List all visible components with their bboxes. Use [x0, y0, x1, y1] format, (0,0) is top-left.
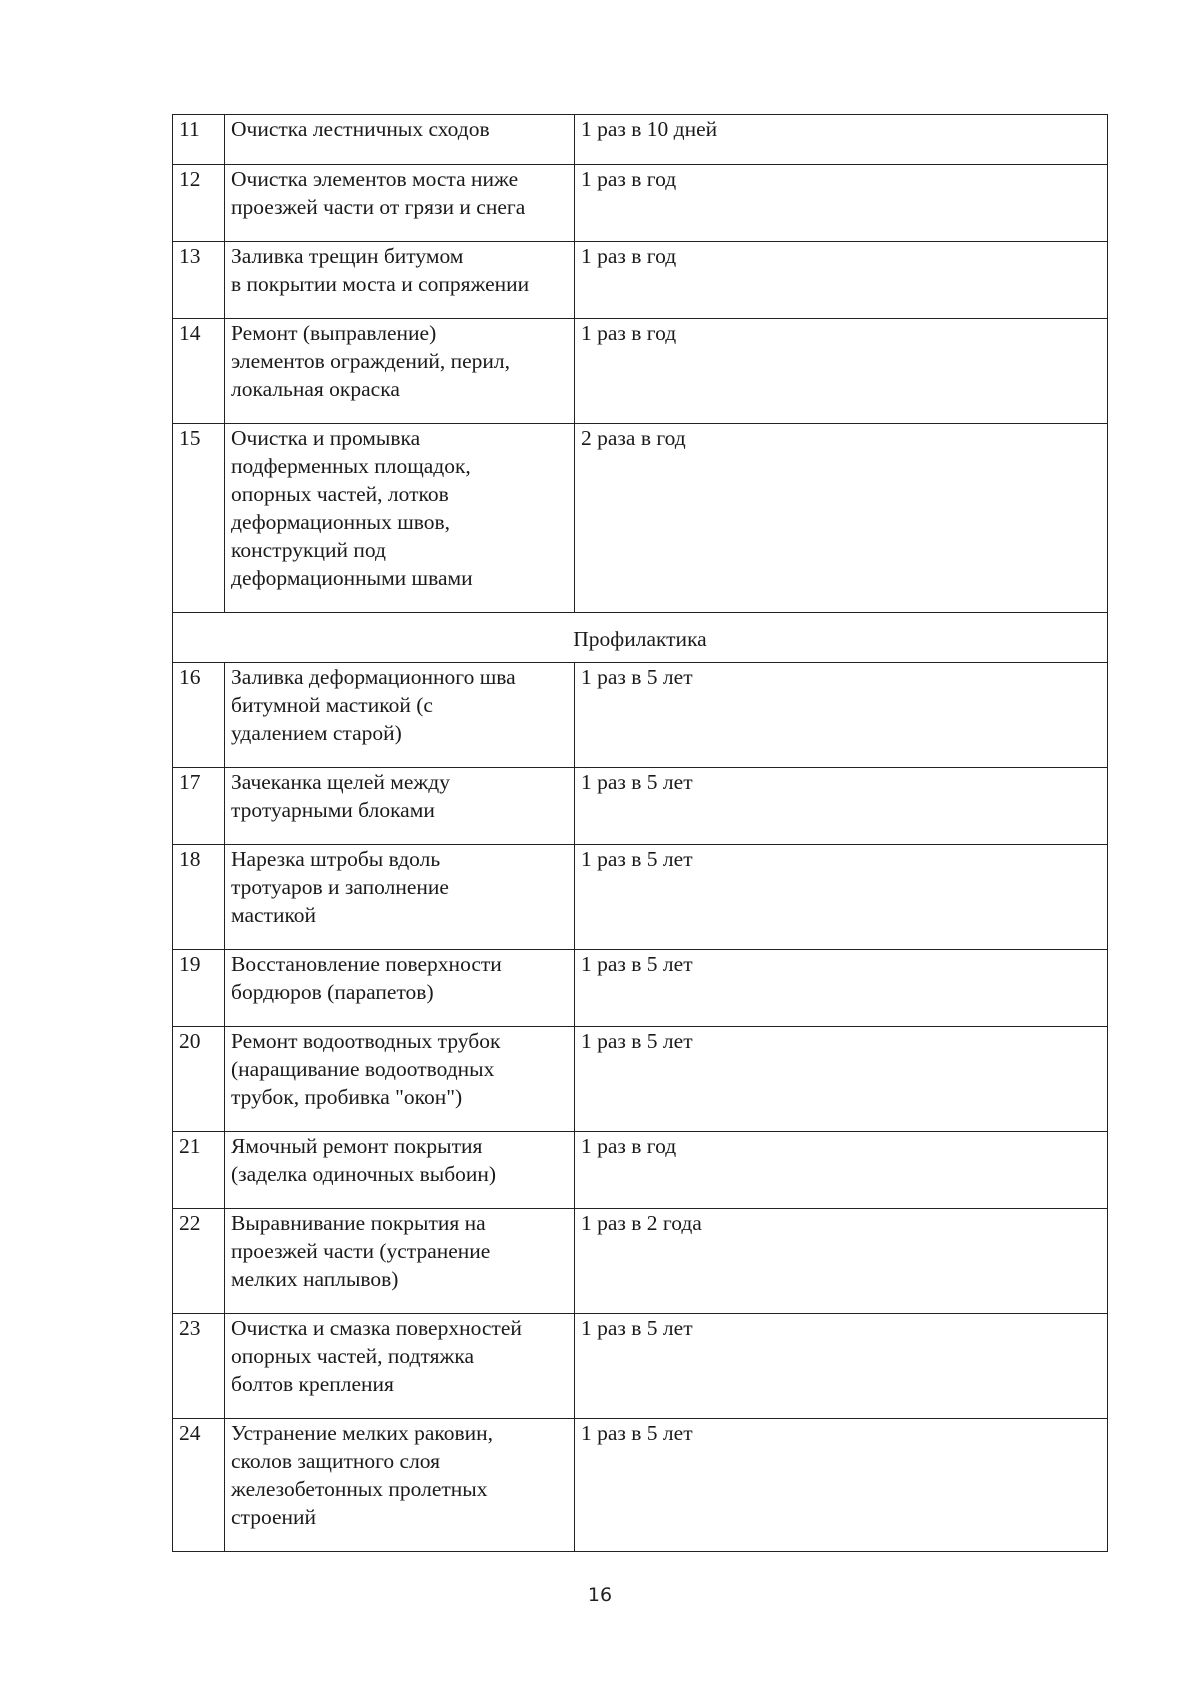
work-description: Очистка лестничных сходов	[225, 115, 575, 165]
table-row	[173, 1419, 1108, 1552]
table-row	[173, 115, 1108, 165]
table-row	[173, 845, 1108, 950]
maintenance-schedule-table	[172, 114, 1108, 1552]
row-number: 15	[173, 424, 225, 613]
work-description: Нарезка штробы вдоль тротуаров и заполнение мастикой	[225, 845, 575, 950]
table-row	[173, 768, 1108, 845]
row-number: 16	[173, 663, 225, 768]
table-row	[173, 663, 1108, 768]
work-description: Очистка и смазка поверхностей опорных частей, подтяжка болтов крепления	[225, 1314, 575, 1419]
work-description: Ремонт (выправление) элементов ограждений, перил, локальная окраска	[225, 319, 575, 424]
work-description: Заливка трещин битумом в покрытии моста и сопряжении	[225, 242, 575, 319]
work-description: Зачеканка щелей между тротуарными блоками	[225, 768, 575, 845]
work-frequency: 1 раз в 5 лет	[575, 1314, 1108, 1419]
table-row	[173, 1027, 1108, 1132]
table-row	[173, 319, 1108, 424]
work-description: Восстановление поверхности бордюров (парапетов)	[225, 950, 575, 1027]
table-row	[173, 165, 1108, 242]
work-description: Очистка элементов моста ниже проезжей части от грязи и снега	[225, 165, 575, 242]
row-number: 13	[173, 242, 225, 319]
row-number: 17	[173, 768, 225, 845]
work-frequency: 1 раз в 5 лет	[575, 1419, 1108, 1552]
work-frequency: 1 раз в 5 лет	[575, 1027, 1108, 1132]
work-description: Заливка деформационного шва битумной мастикой (с удалением старой)	[225, 663, 575, 768]
work-frequency: 1 раз в год	[575, 165, 1108, 242]
row-number: 22	[173, 1209, 225, 1314]
table-row	[173, 950, 1108, 1027]
work-frequency: 1 раз в 2 года	[575, 1209, 1108, 1314]
work-description: Устранение мелких раковин, сколов защитного слоя железобетонных пролетных строений	[225, 1419, 575, 1552]
row-number: 14	[173, 319, 225, 424]
row-number: 12	[173, 165, 225, 242]
work-frequency: 1 раз в 5 лет	[575, 845, 1108, 950]
work-frequency: 1 раз в 5 лет	[575, 950, 1108, 1027]
work-description: Выравнивание покрытия на проезжей части (устранение мелких наплывов)	[225, 1209, 575, 1314]
table-row	[173, 424, 1108, 613]
table-row	[173, 242, 1108, 319]
section-header-row	[173, 613, 1108, 663]
work-description: Ремонт водоотводных трубок (наращивание водоотводных трубок, пробивка "окон")	[225, 1027, 575, 1132]
row-number: 21	[173, 1132, 225, 1209]
work-description: Ямочный ремонт покрытия (заделка одиночных выбоин)	[225, 1132, 575, 1209]
work-frequency: 2 раза в год	[575, 424, 1108, 613]
table-row	[173, 1132, 1108, 1209]
work-frequency: 1 раз в год	[575, 1132, 1108, 1209]
table-row	[173, 1314, 1108, 1419]
row-number: 23	[173, 1314, 225, 1419]
row-number: 20	[173, 1027, 225, 1132]
row-number: 19	[173, 950, 225, 1027]
row-number: 11	[173, 115, 225, 165]
table-row	[173, 1209, 1108, 1314]
work-frequency: 1 раз в 5 лет	[575, 663, 1108, 768]
work-description: Очистка и промывка подферменных площадок, опорных частей, лотков деформационных швов, конструкций под деформационными швами	[225, 424, 575, 613]
row-number: 24	[173, 1419, 225, 1552]
work-frequency: 1 раз в 10 дней	[575, 115, 1108, 165]
row-number: 18	[173, 845, 225, 950]
section-title: Профилактика	[173, 613, 1108, 663]
work-frequency: 1 раз в год	[575, 319, 1108, 424]
work-frequency: 1 раз в год	[575, 242, 1108, 319]
page-number: 16	[587, 1584, 613, 1606]
work-frequency: 1 раз в 5 лет	[575, 768, 1108, 845]
